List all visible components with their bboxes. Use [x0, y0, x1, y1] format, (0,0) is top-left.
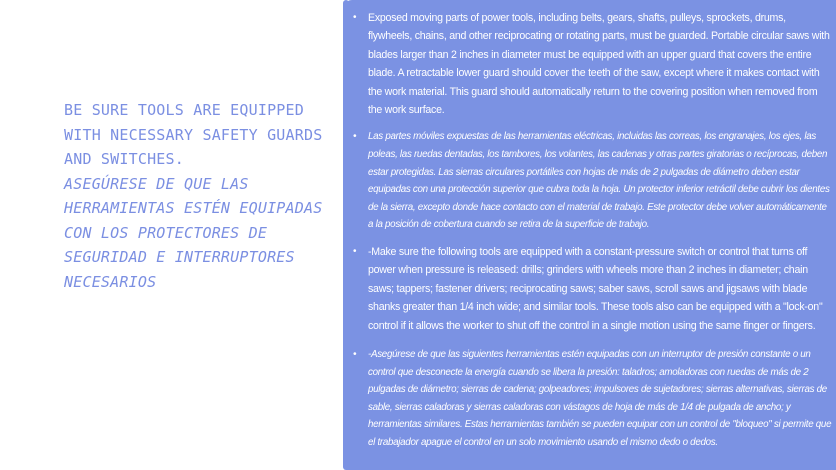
bullet-marker: • [353, 246, 357, 257]
bullet-guards-english [352, 9, 832, 119]
bullet-marker: • [353, 12, 357, 23]
bullet-switches-spanish [352, 346, 832, 452]
title-english: BE SURE TOOLS ARE EQUIPPED WITH NECESSARY SAFETY GUARDS AND SWITCHES. [64, 101, 323, 168]
bullet-marker: • [353, 131, 357, 143]
title-spanish: ASEGÚRESE DE QUE LAS HERRAMIENTAS ESTÉN EQUIPADAS CON LOS PROTECTORES DE SEGURIDAD E INTERRUPTORES NECESARIOS [64, 174, 323, 291]
slide-title [64, 98, 334, 294]
bullet-switches-english [352, 243, 832, 335]
bullet-text: Exposed moving parts of power tools, including belts, gears, shafts, pulleys, sprockets, drums, flywheels, chains, and other reciprocating or rotating parts, must be guarded. Portable circular saws with blades larger than 2 inches in diameter must be equipped with an upper guard that covers the entire blade. A retractable lower guard should cover the teeth of the saw, except where it makes contact with the work material. This guard should automatically return to the covering position when removed from the work surface. [368, 12, 830, 117]
bullet-text: Las partes móviles expuestas de las herramientas eléctricas, incluidas las correas, los engranajes, los ejes, las poleas, las ruedas dentadas, los tambores, los volantes, las cadenas y otras partes giratorias o recíprocas, deben estar protegidas. Las sierras circulares portátiles con hojas de más de 2 pulgadas de diámetro deben estar equipadas con una protección superior que cubra toda la hoja. Un protector inferior retráctil debe cubrir los dientes de la sierra, excepto donde hace contacto con el material de trabajo. Este protector debe volver automáticamente a la posición de cobertura cuando se retira de la superficie de trabajo. [368, 131, 830, 231]
bullet-guards-spanish [352, 128, 832, 234]
bullet-text: -Make sure the following tools are equipped with a constant-pressure switch or control that turns off power when pressure is released: drills; grinders with wheels more than 2 inches in diameter; chain saws; tappers; fastener drivers; reciprocating saws; saber saws, scroll saws and jigsaws with blade shanks greater than 1/4 inch wide; and similar tools. These tools also can be equipped with a "lock-on" control if it allows the worker to shut off the control in a single motion using the same finger or fingers. [368, 246, 823, 332]
bullet-list [352, 9, 832, 452]
bullet-text: -Asegúrese de que las siguientes herramientas estén equipadas con un interruptor de presión constante o un control que desconecte la energía cuando se libera la presión: taladros; amoladoras con ruedas de más de 2 pulgadas de diámetro; sierras de cadena; golpeadores; impulsores de sujetadores; sierras alternativas, sierras de sable, sierras caladoras y sierras caladoras con vástagos de hoja de más de 1/4 de pulgada de ancho; y herramientas similares. Estas herramientas también se pueden equipar con un control de "bloqueo" si permite que el trabajador apague el control en un solo movimiento usando el mismo dedo o dedos. [368, 349, 832, 448]
bullet-marker: • [353, 349, 357, 361]
